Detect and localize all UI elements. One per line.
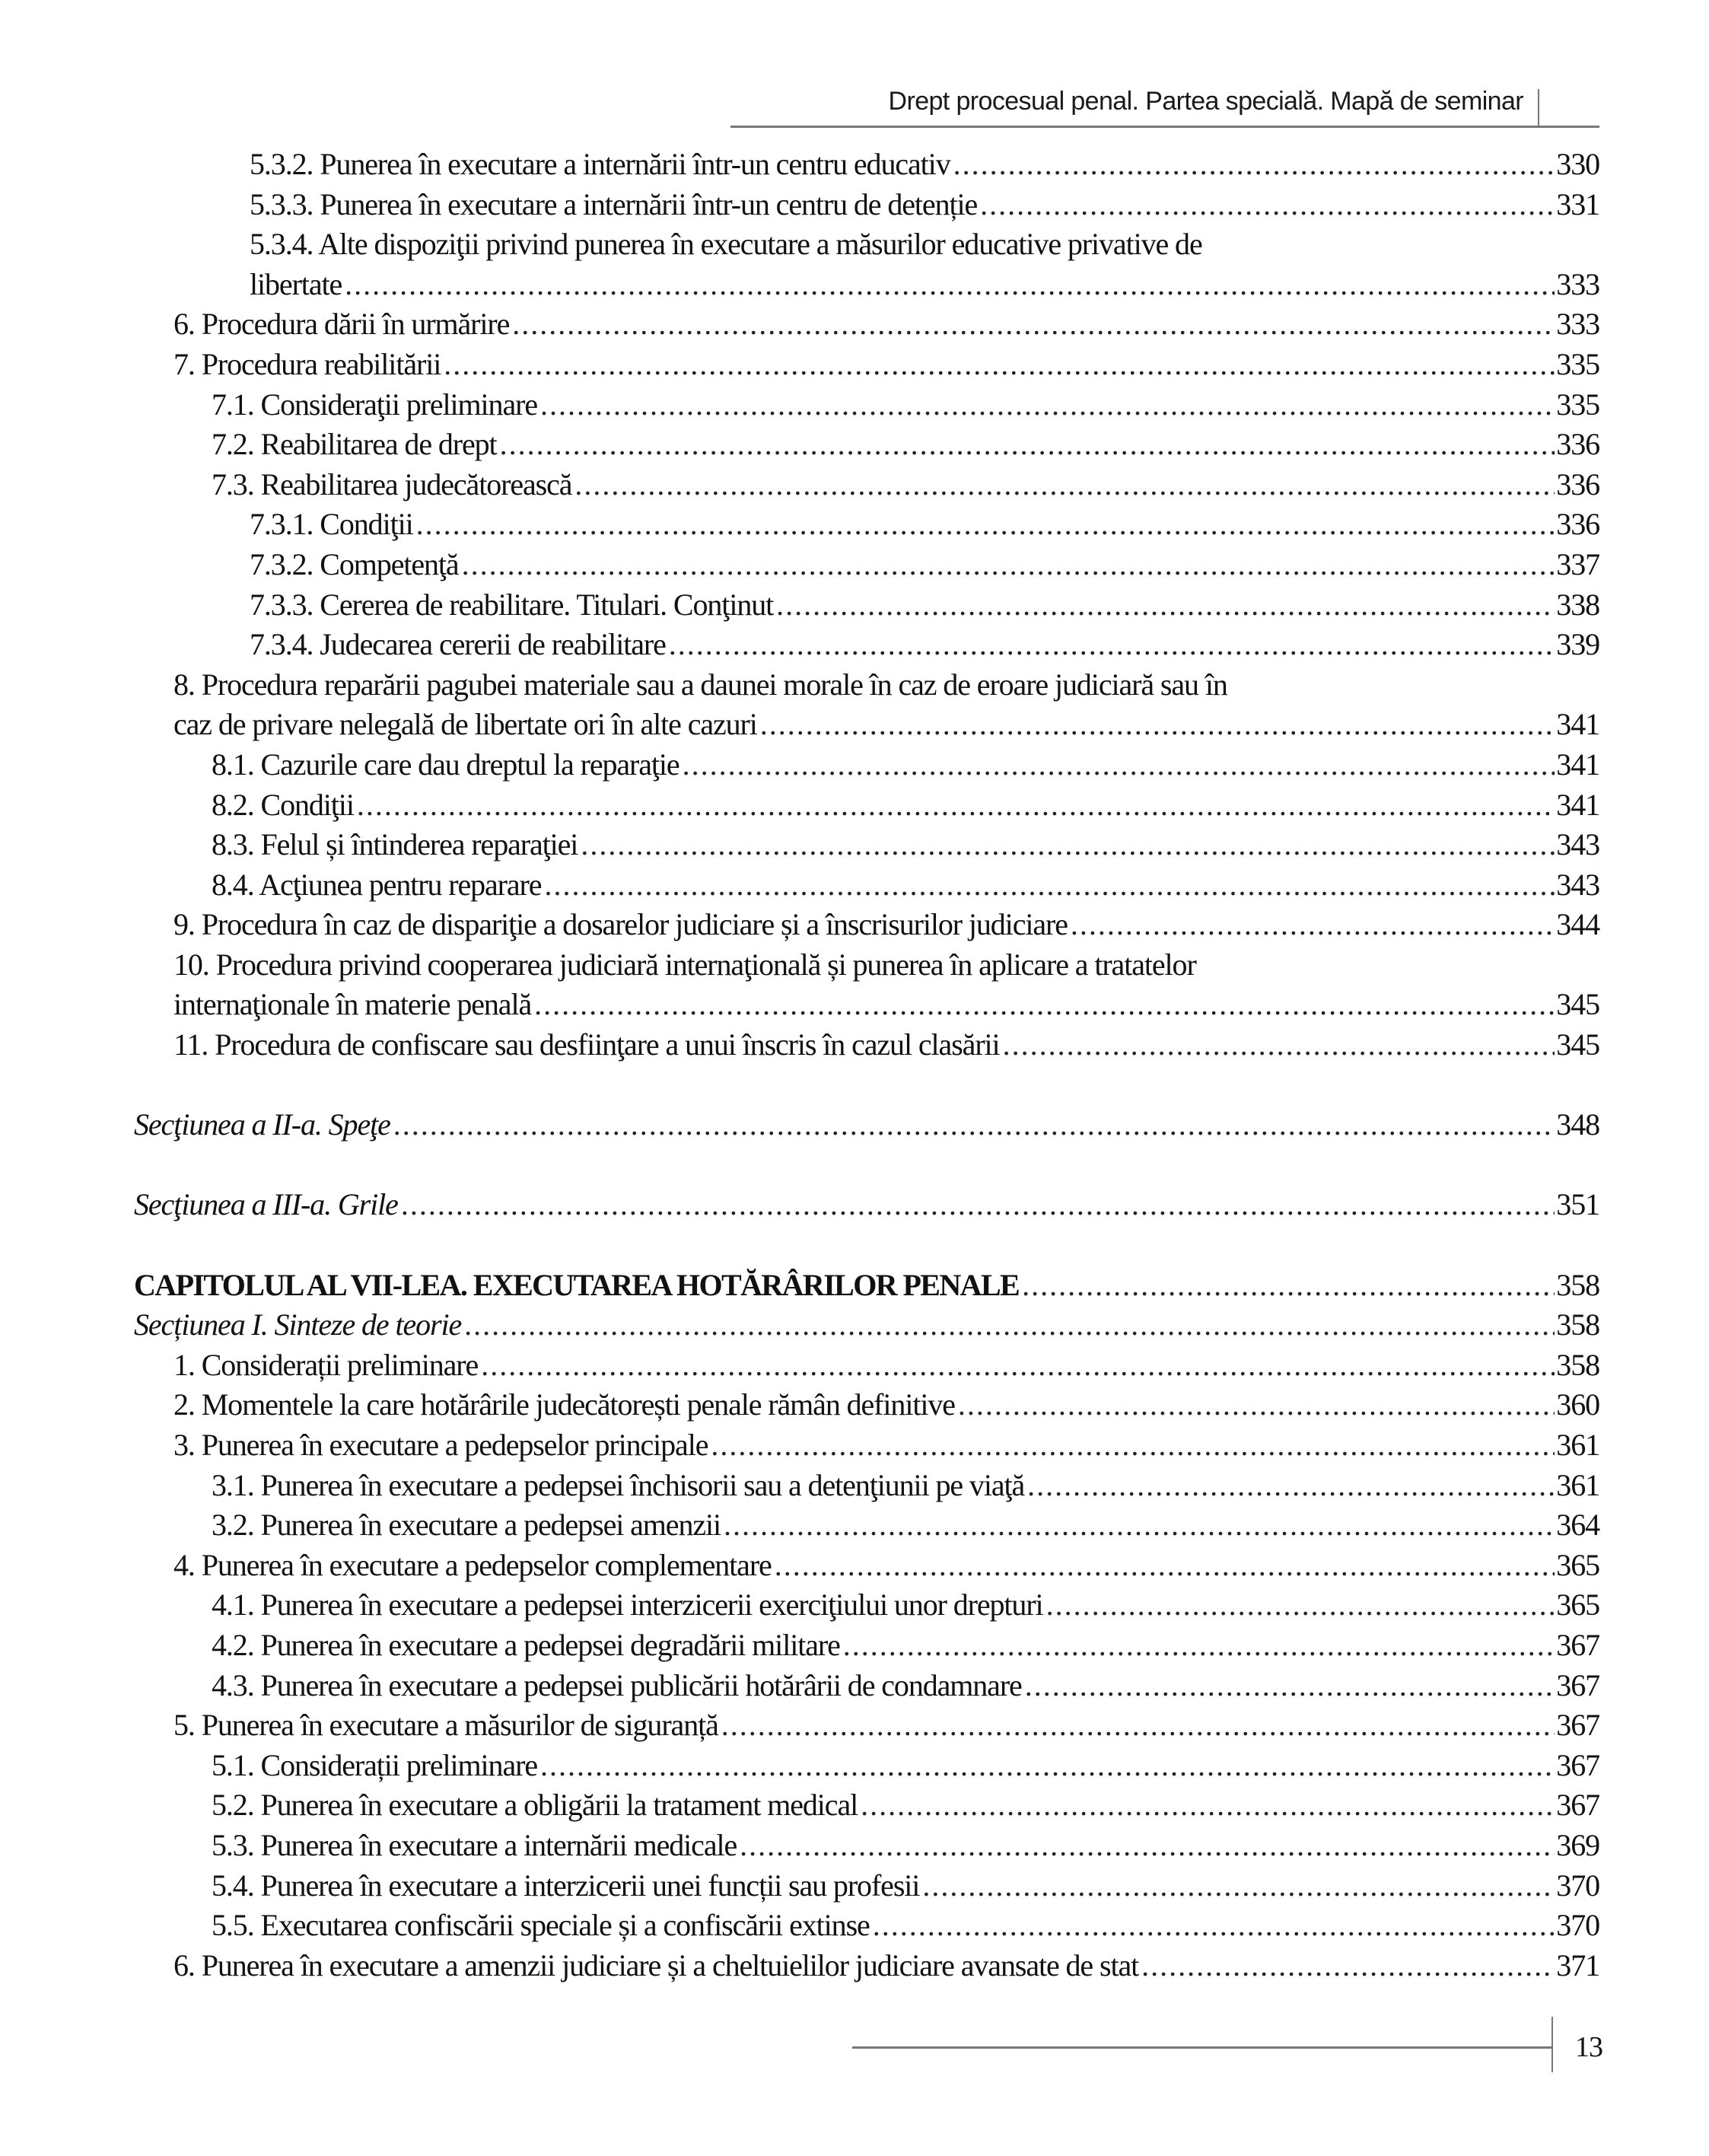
toc-entry-title: CAPITOLUL AL VII-LEA. EXECUTAREA HOTĂRÂRILOR PENALE [134,1267,1020,1302]
toc-entry-title: Secțiunea I. Sinteze de teorie [134,1307,462,1342]
toc-entry-title: 7.3.2. Competenţă [250,546,459,581]
toc-entry[interactable] [134,1546,1599,1586]
toc-entry-title: 2. Momentele la care hotărârile judecătorești penale rămân definitive [173,1387,955,1422]
toc-entry-title: 5.3.2. Punerea în executare a internării într-un centru educativ [250,147,950,181]
toc-entry[interactable] [134,545,1599,585]
toc-entry-line [173,985,1599,1025]
toc-page-number: 341 [1556,787,1599,822]
toc-entry-title: 7. Procedura reabilitării [173,346,441,381]
toc-entry-title: 7.3.3. Cererea de reabilitare. Titulari. Conţinut [250,587,774,622]
dot-leader [724,1505,1555,1546]
toc-entry[interactable] [134,1626,1599,1666]
toc-entry-title: 6. Punerea în executare a amenzii judiciare și a cheltuielilor judiciare avansate de stat [173,1947,1139,1982]
toc-page-number: 367 [1556,1708,1599,1743]
dot-leader [843,1626,1555,1666]
toc-entry[interactable] [134,865,1599,906]
footer-rule [852,2046,1552,2049]
toc-entry-line [250,585,1599,626]
toc-entry-line [173,1346,1599,1386]
toc-page-number: 333 [1556,307,1599,342]
header-tick [1538,89,1539,127]
toc-entry[interactable] [134,1466,1599,1506]
toc-entry[interactable] [134,505,1599,545]
toc-entry-title: 3. Punerea în executare a pedepselor principale [173,1428,708,1462]
toc-page-number: 331 [1556,186,1599,221]
toc-entry-title: 7.3. Reabilitarea judecătorească [212,467,572,502]
toc-entry-line [250,625,1599,665]
toc-entry-line [212,785,1599,826]
toc-entry-line [212,1866,1599,1906]
toc-entry-line [250,545,1599,585]
header-rule [730,126,1599,128]
toc-entry[interactable] [134,145,1599,185]
toc-entry-title: 5.2. Punerea în executare a obligării la tratament medical [212,1788,858,1823]
toc-page-number: 370 [1556,1868,1599,1903]
toc-page-number: 367 [1556,1627,1599,1662]
toc-page-number: 336 [1556,427,1599,462]
dot-leader [462,545,1555,585]
toc-entry-title: 5.3. Punerea în executare a internării medicale [212,1827,737,1862]
toc-entry-title: 4. Punerea în executare a pedepselor complementare [173,1547,772,1582]
toc-page-number: 336 [1556,467,1599,502]
toc-entry[interactable] [134,385,1599,425]
toc-entry[interactable] [134,1346,1599,1386]
toc-entry-line [173,304,1599,345]
dot-leader [544,865,1555,906]
dot-leader [581,825,1555,865]
toc-page-number: 364 [1556,1508,1599,1543]
dot-leader [711,1425,1555,1466]
toc-page-number: 330 [1556,147,1599,181]
toc-entry[interactable] [134,465,1599,505]
dot-leader [1071,905,1555,945]
toc-entry-title: 5.4. Punerea în executare a interzicerii unei funcții sau profesii [212,1868,920,1903]
toc-entry-title: 11. Procedura de confiscare sau desfiinţare a unui înscris în cazul clasării [173,1027,1000,1062]
toc-page-number: 365 [1556,1547,1599,1582]
toc-entry-line [134,1185,1599,1225]
toc-entry-title: 5. Punerea în executare a măsurilor de siguranță [173,1708,718,1743]
toc-entry-title: 8.2. Condiţii [212,787,354,822]
toc-entry[interactable] [134,1946,1599,1986]
dot-leader [512,304,1555,345]
dot-leader [574,465,1555,505]
toc-page-number: 358 [1556,1347,1599,1382]
toc-page-number: 336 [1556,507,1599,542]
toc-page-number: 344 [1556,907,1599,942]
toc-page-number: 358 [1556,1307,1599,1342]
toc-entry-line [212,745,1599,785]
dot-leader [953,145,1555,185]
toc-entry-line [212,1785,1599,1826]
dot-leader [776,585,1555,626]
dot-leader [775,1546,1555,1586]
toc-section-entry[interactable] [134,1185,1599,1225]
toc-entry-line [212,1466,1599,1506]
toc-entry-line [173,1025,1599,1065]
toc-entry[interactable] [134,265,1599,305]
dot-leader [540,1746,1555,1786]
toc-entry[interactable] [134,985,1599,1025]
toc-entry[interactable] [134,785,1599,826]
toc-entry-line [134,1266,1599,1306]
toc-page-number: 333 [1556,266,1599,301]
toc-page-number: 361 [1556,1467,1599,1502]
toc-entry-title: 7.3.1. Condiţii [250,507,413,542]
toc-entry-line [212,1626,1599,1666]
toc-page-number: 348 [1556,1107,1599,1142]
toc-entry[interactable] [134,625,1599,665]
toc-entry-title: Secţiunea a II-a. Speţe [134,1107,390,1142]
toc-entry-title: 3.1. Punerea în executare a pedepsei închisorii sau a detenţiunii pe viaţă [212,1467,1025,1502]
toc-entry-line [212,465,1599,505]
toc-entry[interactable] [134,1785,1599,1826]
toc-entry-title: 8.4. Acţiunea pentru reparare [212,867,542,902]
dot-leader [980,185,1555,225]
toc-entry-line [212,425,1599,465]
toc-entry[interactable] [134,1866,1599,1906]
toc-entry[interactable] [134,1906,1599,1946]
toc-page-number: 343 [1556,867,1599,902]
toc-page-number: 335 [1556,387,1599,422]
toc-entry[interactable] [134,185,1599,225]
dot-leader [873,1906,1555,1946]
toc-page-number: 361 [1556,1428,1599,1462]
toc-entry-title: 5.5. Executarea confiscării speciale și a confiscării extinse [212,1908,870,1943]
toc-entry[interactable] [134,665,1599,705]
dot-leader [1027,1466,1555,1506]
toc-entry-line [212,1505,1599,1546]
dot-leader [357,785,1555,826]
toc-page-number: 338 [1556,587,1599,622]
toc-page-number: 351 [1556,1187,1599,1222]
toc-entry-title: 7.1. Consideraţii preliminare [212,387,537,422]
dot-leader [534,985,1555,1025]
toc-entry[interactable] [134,304,1599,345]
toc-entry-line [250,505,1599,545]
toc-page-number: 365 [1556,1588,1599,1623]
toc-page-number: 358 [1556,1267,1599,1302]
toc-entry-title: Secţiunea a III-a. Grile [134,1187,398,1222]
toc-entry-line [173,665,1599,705]
dot-leader [540,385,1555,425]
dot-leader [1046,1585,1555,1626]
toc-entry[interactable] [134,585,1599,626]
toc-entry-title: internaţionale în materie penală [173,987,532,1022]
dot-leader [669,625,1555,665]
footer-tick [1551,2017,1553,2072]
toc-entry[interactable] [134,1025,1599,1065]
dot-leader [1003,1025,1555,1065]
toc-entry-line [173,705,1599,745]
running-header [730,0,1599,128]
toc-page-number: 341 [1556,747,1599,782]
toc-entry-line [212,1826,1599,1866]
toc-entry[interactable] [134,705,1599,745]
toc-entry-title: 5.3.4. Alte dispoziţii privind punerea în executare a măsurilor educative privative de [250,227,1202,262]
table-of-contents [134,145,1599,1986]
dot-leader [393,1105,1555,1145]
toc-section-entry[interactable] [134,1105,1599,1145]
toc-page-number: 345 [1556,1027,1599,1062]
toc-entry-line [212,385,1599,425]
toc-entry[interactable] [134,945,1599,986]
toc-entry-line [173,1546,1599,1586]
toc-page-number: 369 [1556,1827,1599,1862]
dot-leader [481,1346,1555,1386]
toc-entry-title: 5.3.3. Punerea în executare a internării într-un centru de detenție [250,186,978,221]
dot-leader [401,1185,1555,1225]
toc-entry-title: libertate [250,266,342,301]
toc-page-number: 337 [1556,546,1599,581]
toc-entry-line [212,1585,1599,1626]
toc-page-number: 343 [1556,827,1599,862]
toc-entry[interactable] [134,1746,1599,1786]
toc-section-entry[interactable] [134,1305,1599,1346]
toc-spacer [134,1145,1599,1186]
dot-leader [345,265,1555,305]
toc-entry-line [173,905,1599,945]
toc-entry-line [173,1946,1599,1986]
toc-entry-line [212,1746,1599,1786]
dot-leader [464,1305,1555,1346]
toc-page-number: 367 [1556,1747,1599,1782]
toc-page-number: 339 [1556,627,1599,662]
toc-entry-title: 8. Procedura reparării pagubei materiale sau a daunei morale în caz de eroare judiciară sau în [173,667,1227,702]
toc-entry[interactable] [134,1425,1599,1466]
dot-leader [1025,1666,1555,1706]
toc-entry-line [173,345,1599,385]
toc-entry-line [250,225,1599,265]
toc-entry[interactable] [134,1705,1599,1746]
toc-entry-title: 4.1. Punerea în executare a pedepsei interzicerii exerciţiului unor drepturi [212,1588,1043,1623]
toc-entry[interactable] [134,1585,1599,1626]
toc-page-number: 371 [1556,1947,1599,1982]
toc-entry-line [250,265,1599,305]
toc-entry-line [212,825,1599,865]
toc-entry[interactable] [134,1505,1599,1546]
dot-leader [721,1705,1555,1746]
toc-entry-title: 1. Considerații preliminare [173,1347,479,1382]
dot-leader [683,745,1555,785]
dot-leader [500,425,1555,465]
toc-entry-line [134,1305,1599,1346]
toc-page-number: 367 [1556,1788,1599,1823]
toc-page-number: 345 [1556,987,1599,1022]
page-footer [852,2017,1613,2078]
toc-entry-line [250,185,1599,225]
toc-entry[interactable] [134,1385,1599,1425]
toc-spacer [134,1065,1599,1106]
toc-entry-line [173,1385,1599,1425]
toc-entry-line [250,145,1599,185]
toc-entry-title: 4.3. Punerea în executare a pedepsei publicării hotărârii de condamnare [212,1667,1022,1702]
toc-entry-title: 6. Procedura dării în urmărire [173,307,510,342]
dot-leader [740,1826,1555,1866]
toc-entry-title: caz de privare nelegală de libertate ori în alte cazuri [173,707,757,742]
toc-entry-title: 10. Procedura privind cooperarea judiciară internaţională și punerea în aplicare a tratatelor [173,947,1196,982]
page-number: 13 [1575,2031,1602,2063]
toc-chapter-entry[interactable] [134,1266,1599,1306]
toc-entry[interactable] [134,905,1599,945]
toc-entry-line [134,1105,1599,1145]
running-title: Drept procesual penal. Partea specială. Mapă de seminar [888,87,1523,116]
toc-entry-title: 9. Procedura în caz de dispariţie a dosarelor judiciare și a înscrisurilor judiciare [173,907,1068,942]
toc-entry-title: 4.2. Punerea în executare a pedepsei degradării militare [212,1627,840,1662]
toc-page-number: 360 [1556,1387,1599,1422]
toc-page-number: 367 [1556,1667,1599,1702]
toc-page-number: 335 [1556,346,1599,381]
toc-entry-title: 5.1. Considerații preliminare [212,1747,537,1782]
toc-page-number: 341 [1556,707,1599,742]
toc-entry[interactable] [134,345,1599,385]
toc-entry-line [212,865,1599,906]
toc-entry-title: 7.2. Reabilitarea de drept [212,427,497,462]
dot-leader [1022,1266,1555,1306]
toc-entry-line [173,945,1599,986]
toc-page-number: 370 [1556,1908,1599,1943]
toc-entry[interactable] [134,825,1599,865]
dot-leader [922,1866,1555,1906]
dot-leader [416,505,1555,545]
toc-entry[interactable] [134,745,1599,785]
toc-entry[interactable] [134,425,1599,465]
toc-entry-line [173,1705,1599,1746]
toc-entry-title: 3.2. Punerea în executare a pedepsei amenzii [212,1508,721,1543]
toc-entry-title: 8.1. Cazurile care dau dreptul la reparaţie [212,747,679,782]
dot-leader [958,1385,1555,1425]
toc-entry-line [212,1906,1599,1946]
toc-entry-line [173,1425,1599,1466]
dot-leader [1141,1946,1555,1986]
toc-entry-title: 8.3. Felul și întinderea reparaţiei [212,827,578,862]
dot-leader [861,1785,1555,1826]
dot-leader [760,705,1555,745]
toc-entry[interactable] [134,225,1599,265]
toc-entry[interactable] [134,1826,1599,1866]
dot-leader [444,345,1555,385]
toc-spacer [134,1225,1599,1266]
toc-entry-title: 7.3.4. Judecarea cererii de reabilitare [250,627,666,662]
toc-entry-line [212,1666,1599,1706]
toc-entry[interactable] [134,1666,1599,1706]
